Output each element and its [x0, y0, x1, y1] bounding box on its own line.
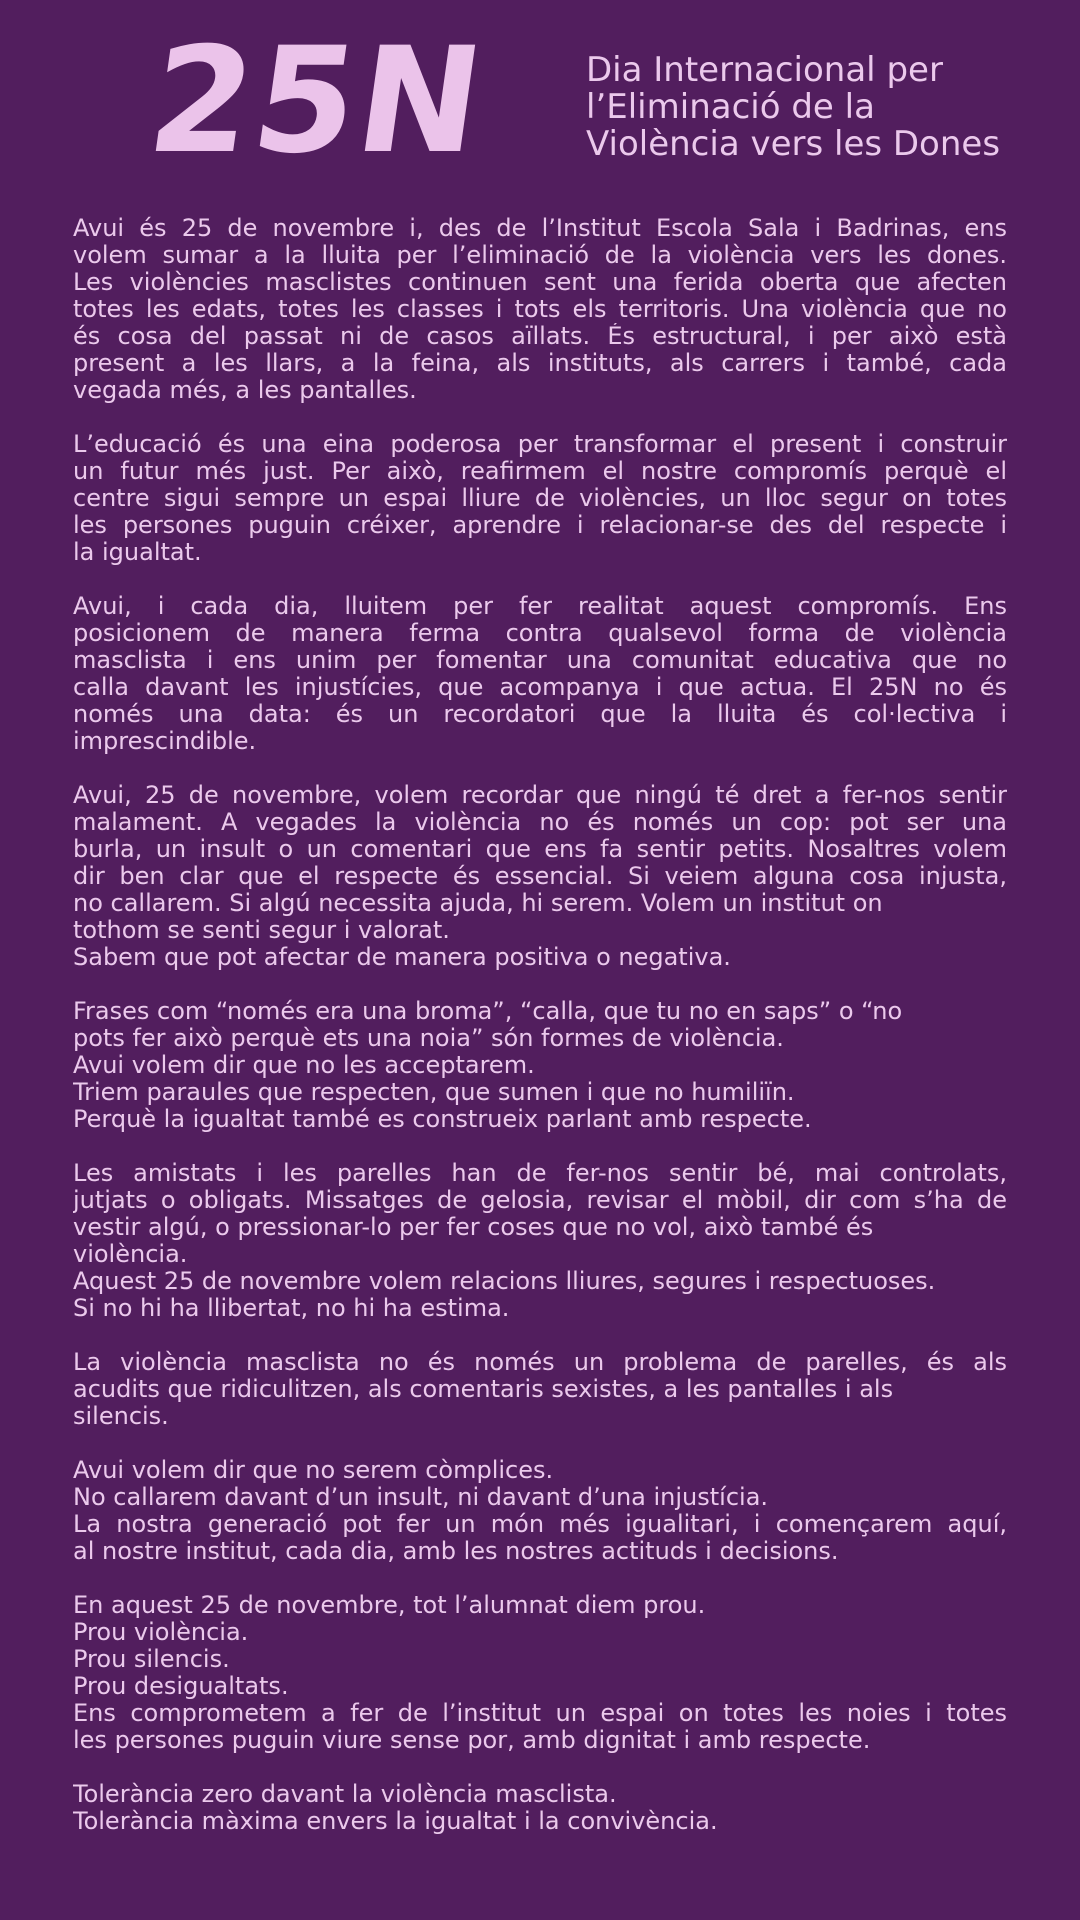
title-line-1: Dia Internacional per	[586, 50, 943, 90]
paragraph-9-line-5: Ens comprometem a fer de l’institut un espai on totes les noies i totes	[73, 1700, 1007, 1727]
paragraph-8-line-3: La nostra generació pot fer un món més igualitari, i començarem aquí,	[73, 1511, 1007, 1538]
paragraph-1	[73, 215, 1007, 404]
title-line-2: l’Eliminació de la	[586, 87, 875, 127]
paragraph-8-line-4: al nostre institut, cada dia, amb les nostres actituds i decisions.	[73, 1538, 839, 1565]
paragraph-3-line-3: masclista i ens unim per fomentar una comunitat educativa que no	[73, 647, 1007, 674]
paragraph-2-line-2: un futur més just. Per això, reafirmem el nostre compromís perquè el	[73, 458, 1007, 485]
logo-25n: 25N	[139, 16, 495, 186]
paragraph-9	[73, 1592, 1007, 1754]
paragraph-1-line-6: present a les llars, a la feina, als instituts, als carrers i també, cada	[73, 350, 1007, 377]
paragraph-3	[73, 593, 1007, 755]
paragraph-2-line-5: la igualtat.	[73, 539, 202, 566]
paragraph-7	[73, 1349, 1007, 1430]
header	[73, 0, 1007, 205]
title-line-3: Violència vers les Dones	[586, 124, 1001, 164]
paragraph-10-line-2: Tolerància màxima envers la igualtat i la convivència.	[73, 1808, 718, 1835]
paragraph-7-line-2: acudits que ridiculitzen, als comentaris sexistes, a les pantalles i als	[73, 1376, 894, 1403]
page-title	[586, 52, 1036, 163]
paragraph-3-line-1: Avui, i cada dia, lluitem per fer realitat aquest compromís. Ens	[73, 593, 1007, 620]
paragraph-9-line-6: les persones puguin viure sense por, amb dignitat i amb respecte.	[73, 1727, 871, 1754]
paragraph-5-line-1: Frases com “només era una broma”, “calla, que tu no en saps” o “no	[73, 998, 903, 1025]
paragraph-1-line-2: volem sumar a la lluita per l’eliminació de la violència vers les dones.	[73, 242, 1007, 269]
paragraph-10	[73, 1781, 1007, 1835]
paragraph-9-line-3: Prou silencis.	[73, 1646, 230, 1673]
paragraph-6-line-6: Si no hi ha llibertat, no hi ha estima.	[73, 1295, 510, 1322]
paragraph-5-line-2: pots fer això perquè ets una noia” són formes de violència.	[73, 1025, 784, 1052]
paragraph-7-line-3: silencis.	[73, 1403, 169, 1430]
paragraph-1-line-5: és cosa del passat ni de casos aïllats. És estructural, i per això està	[73, 323, 1007, 350]
paragraph-6	[73, 1160, 1007, 1322]
paragraph-3-line-4: calla davant les injustícies, que acompanya i que actua. El 25N no és	[73, 674, 1007, 701]
paragraph-4-line-7: Sabem que pot afectar de manera positiva o negativa.	[73, 944, 731, 971]
paragraph-3-line-2: posicionem de manera ferma contra qualsevol forma de violència	[73, 620, 1007, 647]
paragraph-1-line-7: vegada més, a les pantalles.	[73, 377, 417, 404]
paragraph-6-line-4: violència.	[73, 1241, 188, 1268]
paragraph-2-line-3: centre sigui sempre un espai lliure de violències, un lloc segur on totes	[73, 485, 1007, 512]
paragraph-9-line-4: Prou desigualtats.	[73, 1673, 289, 1700]
paragraph-3-line-5: només una data: és un recordatori que la lluita és col·lectiva i	[73, 701, 1007, 728]
paragraph-6-line-5: Aquest 25 de novembre volem relacions lliures, segures i respectuoses.	[73, 1268, 936, 1295]
paragraph-3-line-6: imprescindible.	[73, 728, 257, 755]
paragraph-5-line-3: Avui volem dir que no les acceptarem.	[73, 1052, 535, 1079]
paragraph-6-line-1: Les amistats i les parelles han de fer-nos sentir bé, mai controlats,	[73, 1160, 1007, 1187]
paragraph-2	[73, 431, 1007, 566]
paragraph-4-line-5: no callarem. Si algú necessita ajuda, hi serem. Volem un institut on	[73, 890, 883, 917]
paragraph-8-line-2: No callarem davant d’un insult, ni davant d’una injustícia.	[73, 1484, 769, 1511]
paragraph-5-line-4: Triem paraules que respecten, que sumen i que no humiliïn.	[73, 1079, 795, 1106]
paragraph-4-line-2: malament. A vegades la violència no és només un cop: pot ser una	[73, 809, 1007, 836]
paragraph-1-line-4: totes les edats, totes les classes i tots els territoris. Una violència que no	[73, 296, 1007, 323]
paragraph-9-line-2: Prou violència.	[73, 1619, 249, 1646]
paragraph-4	[73, 782, 1007, 971]
paragraph-2-line-1: L’educació és una eina poderosa per transformar el present i construir	[73, 431, 1007, 458]
paragraph-2-line-4: les persones puguin créixer, aprendre i relacionar-se des del respecte i	[73, 512, 1007, 539]
manifesto-text	[73, 215, 1007, 1862]
paragraph-8	[73, 1457, 1007, 1565]
paragraph-1-line-1: Avui és 25 de novembre i, des de l’Institut Escola Sala i Badrinas, ens	[73, 215, 1007, 242]
paragraph-4-line-4: dir ben clar que el respecte és essencial. Si veiem alguna cosa injusta,	[73, 863, 1007, 890]
paragraph-6-line-2: jutjats o obligats. Missatges de gelosia, revisar el mòbil, dir com s’ha de	[73, 1187, 1007, 1214]
paragraph-5	[73, 998, 1007, 1133]
paragraph-4-line-3: burla, un insult o un comentari que ens fa sentir petits. Nosaltres volem	[73, 836, 1007, 863]
paragraph-8-line-1: Avui volem dir que no serem còmplices.	[73, 1457, 554, 1484]
paragraph-4-line-1: Avui, 25 de novembre, volem recordar que ningú té dret a fer-nos sentir	[73, 782, 1007, 809]
paragraph-7-line-1: La violència masclista no és només un problema de parelles, és als	[73, 1349, 1007, 1376]
paragraph-6-line-3: vestir algú, o pressionar-lo per fer coses que no vol, això també és	[73, 1214, 874, 1241]
paragraph-9-line-1: En aquest 25 de novembre, tot l’alumnat diem prou.	[73, 1592, 706, 1619]
paragraph-10-line-1: Tolerància zero davant la violència masclista.	[73, 1781, 617, 1808]
paragraph-4-line-6: tothom se senti segur i valorat.	[73, 917, 450, 944]
paragraph-5-line-5: Perquè la igualtat també es construeix parlant amb respecte.	[73, 1106, 812, 1133]
paragraph-1-line-3: Les violències masclistes continuen sent una ferida oberta que afecten	[73, 269, 1007, 296]
